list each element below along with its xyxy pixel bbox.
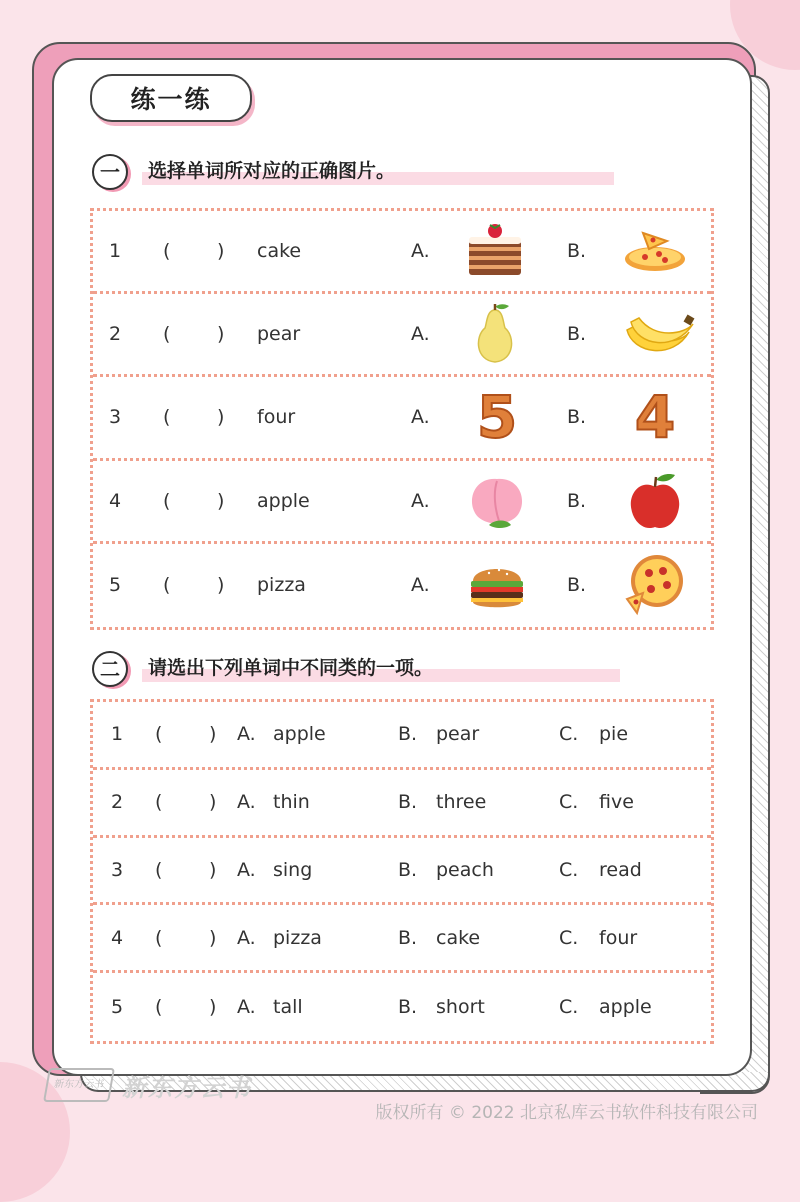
question-word: pear bbox=[257, 323, 301, 346]
question-word: four bbox=[257, 406, 296, 429]
number-5-icon[interactable] bbox=[465, 385, 537, 449]
section2-row bbox=[93, 973, 711, 1041]
section1-row bbox=[93, 294, 711, 377]
question-word: pizza bbox=[257, 574, 306, 597]
answer-paren-open: ( bbox=[163, 574, 171, 597]
answer-paren-close: ) bbox=[217, 574, 225, 597]
answer-paren-open: ( bbox=[155, 926, 163, 949]
option-a-word: sing bbox=[273, 858, 313, 881]
option-c-word: pie bbox=[599, 723, 629, 746]
option-c-word: apple bbox=[599, 996, 652, 1019]
option-c-word: read bbox=[599, 858, 642, 881]
section1-title: 选择单词所对应的正确图片。 bbox=[148, 160, 396, 182]
option-a-word: apple bbox=[273, 723, 326, 746]
section2-row bbox=[93, 770, 711, 838]
footer-copyright: 版权所有 © 2022 北京私库云书软件科技有限公司 bbox=[375, 1103, 758, 1123]
question-number: 4 bbox=[109, 489, 122, 512]
option-a-label: A. bbox=[237, 858, 256, 881]
question-number: 4 bbox=[111, 926, 124, 949]
question-number: 3 bbox=[109, 406, 122, 429]
answer-paren-open: ( bbox=[163, 240, 171, 263]
answer-paren-close: ) bbox=[217, 489, 225, 512]
option-a-label: A. bbox=[237, 791, 256, 814]
option-b-label: B. bbox=[567, 406, 587, 429]
answer-paren-close: ) bbox=[209, 858, 217, 881]
answer-blank[interactable] bbox=[167, 858, 205, 882]
option-b-word: cake bbox=[436, 926, 481, 949]
pizza-icon[interactable] bbox=[623, 553, 695, 617]
option-b-label: B. bbox=[567, 574, 587, 597]
option-b-label: B. bbox=[398, 996, 418, 1019]
option-b-word: three bbox=[436, 791, 487, 814]
option-a-label: A. bbox=[411, 489, 430, 512]
option-b-label: B. bbox=[398, 926, 418, 949]
answer-blank[interactable] bbox=[167, 995, 205, 1019]
answer-paren-open: ( bbox=[163, 489, 171, 512]
option-c-label: C. bbox=[559, 858, 579, 881]
option-b-label: B. bbox=[567, 489, 587, 512]
apple-icon[interactable] bbox=[623, 469, 695, 533]
option-a-label: A. bbox=[411, 406, 430, 429]
answer-blank[interactable] bbox=[175, 489, 213, 513]
answer-paren-open: ( bbox=[163, 323, 171, 346]
question-number: 2 bbox=[111, 791, 124, 814]
answer-paren-open: ( bbox=[163, 406, 171, 429]
section1-row bbox=[93, 377, 711, 460]
option-c-word: four bbox=[599, 926, 638, 949]
question-number: 1 bbox=[111, 723, 124, 746]
question-number: 1 bbox=[109, 240, 122, 263]
option-a-label: A. bbox=[411, 240, 430, 263]
option-b-word: peach bbox=[436, 858, 494, 881]
answer-paren-open: ( bbox=[155, 858, 163, 881]
answer-blank[interactable] bbox=[167, 722, 205, 746]
option-a-word: tall bbox=[273, 996, 303, 1019]
section2-row bbox=[93, 702, 711, 770]
option-c-label: C. bbox=[559, 926, 579, 949]
question-number: 3 bbox=[111, 858, 124, 881]
answer-blank[interactable] bbox=[175, 322, 213, 346]
answer-paren-open: ( bbox=[155, 791, 163, 814]
option-b-label: B. bbox=[398, 723, 418, 746]
option-b-word: short bbox=[436, 996, 485, 1019]
option-b-label: B. bbox=[567, 323, 587, 346]
option-b-label: B. bbox=[398, 791, 418, 814]
answer-paren-close: ) bbox=[209, 926, 217, 949]
option-b-word: pear bbox=[436, 723, 480, 746]
section1-row bbox=[93, 544, 711, 627]
footer-brand: 新东方云书 bbox=[122, 1074, 252, 1102]
section1-number: 一 bbox=[92, 154, 128, 190]
answer-blank[interactable] bbox=[175, 405, 213, 429]
banana-icon[interactable] bbox=[623, 302, 695, 366]
section1-row bbox=[93, 211, 711, 294]
option-c-label: C. bbox=[559, 723, 579, 746]
option-a-label: A. bbox=[411, 574, 430, 597]
page-title: 练一练 bbox=[90, 74, 252, 122]
layer-cake-icon[interactable] bbox=[465, 219, 537, 283]
section2-header bbox=[92, 651, 622, 687]
option-a-label: A. bbox=[237, 723, 256, 746]
answer-blank[interactable] bbox=[167, 790, 205, 814]
option-a-label: A. bbox=[237, 996, 256, 1019]
answer-paren-close: ) bbox=[217, 240, 225, 263]
section1-header bbox=[92, 154, 622, 190]
option-c-label: C. bbox=[559, 791, 579, 814]
question-word: apple bbox=[257, 489, 310, 512]
section2-number: 二 bbox=[92, 651, 128, 687]
pizza-slice-icon[interactable] bbox=[623, 219, 695, 283]
answer-paren-open: ( bbox=[155, 996, 163, 1019]
section1-table bbox=[90, 208, 714, 630]
peach-icon[interactable] bbox=[465, 469, 537, 533]
section1-row bbox=[93, 461, 711, 544]
question-word: cake bbox=[257, 240, 302, 263]
answer-paren-close: ) bbox=[217, 406, 225, 429]
answer-blank[interactable] bbox=[175, 239, 213, 263]
question-number: 2 bbox=[109, 323, 122, 346]
section2-row bbox=[93, 905, 711, 973]
option-c-label: C. bbox=[559, 996, 579, 1019]
option-a-word: pizza bbox=[273, 926, 322, 949]
answer-paren-close: ) bbox=[209, 723, 217, 746]
pear-icon[interactable] bbox=[465, 302, 537, 366]
answer-paren-close: ) bbox=[209, 791, 217, 814]
answer-paren-open: ( bbox=[155, 723, 163, 746]
answer-paren-close: ) bbox=[209, 996, 217, 1019]
option-b-label: B. bbox=[398, 858, 418, 881]
option-a-label: A. bbox=[237, 926, 256, 949]
answer-blank[interactable] bbox=[175, 573, 213, 597]
burger-icon[interactable] bbox=[465, 553, 537, 617]
footer-logo: 新东方云书 bbox=[43, 1068, 115, 1102]
answer-blank[interactable] bbox=[167, 926, 205, 950]
section2-table bbox=[90, 699, 714, 1044]
option-a-label: A. bbox=[411, 323, 430, 346]
answer-paren-close: ) bbox=[217, 323, 225, 346]
section2-row bbox=[93, 838, 711, 906]
question-number: 5 bbox=[109, 574, 122, 597]
question-number: 5 bbox=[111, 996, 124, 1019]
option-c-word: five bbox=[599, 791, 634, 814]
number-4-icon[interactable] bbox=[623, 385, 695, 449]
option-a-word: thin bbox=[273, 791, 310, 814]
option-b-label: B. bbox=[567, 240, 587, 263]
section2-title: 请选出下列单词中不同类的一项。 bbox=[148, 657, 434, 679]
